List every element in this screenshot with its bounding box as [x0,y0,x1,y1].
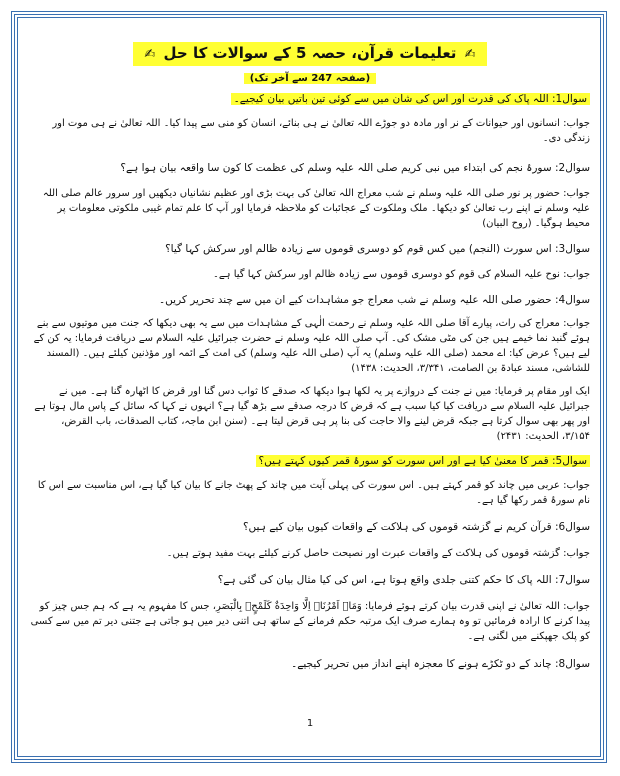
page-number: 1 [306,718,314,729]
pen-icon: ✍ [464,47,476,62]
pen-icon: ✍ [144,47,156,62]
answer-1: جواب: انسانوں اور حیوانات کے نر اور مادہ دو جوڑے اللہ تعالیٰ نے ہی بنائے، انسان کو منی سے پیدا کیا۔ اللہ تعالیٰ نے ہی موت اور زندگی دی۔ [52,118,590,144]
question-2: سوال2: سورۂ نجم کی ابتداء میں نبی کریم صلی اللہ علیہ وسلم کی عظمت کا کون سا واقعہ بیان ہوا ہے؟ [120,162,590,174]
answer-2: جواب: حضور پر نور صلی اللہ علیہ وسلم نے شب معراج اللہ تعالیٰ کی بہت بڑی اور عظیم نشانیاں دیکھیں اور سرور عالم صلی اللہ علیہ وسلم نے اپنے رب تعالیٰ کو دیکھا۔ ملک وملکوت کے عجائبات کو ملاحظہ فرمایا اور آپ کا علم تمام غیبی ملکوتی معلومات پر محیط ہوگیا۔ (روح البیان) [42,188,590,229]
question-7: سوال7: اللہ پاک کا حکم کتنی جلدی واقع ہوتا ہے، اس کی کیا مثال بیان کی گئی ہے؟ [217,574,590,586]
question-6: سوال6: قرآن کریم نے گزشتہ قوموں کی ہلاکت کے واقعات کیوں بیان کیے ہیں؟ [242,521,590,533]
answer-4: جواب: معراج کی رات، پیارے آقا صلی اللہ علیہ وسلم نے رحمت الٰہی کے مشاہدات میں سے یہ بھی دیکھا کہ جنت میں موتیوں سے بنے ہوئے گنبد نما خیمے ہیں جن کی مٹی مشک کی۔ آپ صلی اللہ علیہ وسلم نے حضرت جبرائیل علیہ السلام سے دریافت فرمایا: یہ کن کے لیے ہیں؟ عرض کیا: اے محمد (صلی اللہ علیہ وسلم) یہ آپ (صلی اللہ علیہ وسلم) کی امت کے ائمہ اور مؤذنین کیلئے ہیں۔ (المسند للشاشی، مسند عبادۃ بن الصامت، ۳/۳۴۱، الحدیث: ۱۴۳۸) [33,318,590,374]
subtitle-row [30,66,590,85]
question-5: سوال5: قمر کا معنیٰ کیا ہے اور اس سورت کو سورۂ قمر کیوں کہتے ہیں؟ [30,453,590,469]
question-3: سوال3: اس سورت (النجم) میں کس قوم کو دوسری قوموں سے زیادہ ظالم اور سرکش کہا گیا؟ [165,243,590,255]
answer-7: جواب: اللہ تعالیٰ نے اپنی قدرت بیان کرتے ہوئے فرمایا: وَمَاۤ اَمْرُنَاۤ اِلَّا وَاحِدَةٌ كَلَمْحٍۭ بِالْبَصَرِ، جس کا مفہوم یہ ہے کہ ہم جس چیز کو پیدا کرنے کا ارادہ فرمائیں تو وہ ہمارے صرف ایک مرتبہ حکم فرمانے کے ساتھ ہی اتنی دیر میں ہو جاتی ہے جتنی دیر تم میں سے کسی کو پلک جھپکنے میں لگتی ہے۔ [30,601,590,642]
answer-4-continued: ایک اور مقام پر فرمایا: میں نے جنت کے دروازے پر یہ لکھا ہوا دیکھا کہ صدقے کا ثواب دس گنا اور قرض کا اٹھارہ گنا ہے۔ میں نے جبرائیل علیہ السلام سے دریافت کیا کیا سبب ہے کہ قرض کا درجہ صدقے سے بڑھ گیا ہے؟ انہوں نے کہا کہ سائل کے پاس مال ہوتا ہے اور پھر بھی سوال کرتا ہے جبکہ قرض لینے والا حاجت کی بنا پر ہی قرض لیتا ہے۔ (سنن ابن ماجہ، کتاب الصدقات، باب القرض، ۳/۱۵۴، الحدیث: ۲۴۳۱) [34,386,590,442]
document-content [30,42,590,672]
page-subtitle: (صفحہ 247 سے آخر تک) [244,73,376,84]
question-4: سوال4: حضور صلی اللہ علیہ وسلم نے شب معراج جو مشاہدات کیے ان میں سے چند تحریر کریں۔ [159,294,590,306]
page-title-box [133,42,486,66]
answer-6: جواب: گزشتہ قوموں کی ہلاکت کے واقعات عبرت اور نصیحت حاصل کرنے کیلئے بہت مفید ہوتے ہیں۔ [166,548,590,559]
answer-3: جواب: نوح علیہ السلام کی قوم کو دوسری قوموں سے زیادہ ظالم اور سرکش کہا گیا ہے۔ [212,269,590,280]
question-1: سوال1: اللہ پاک کی قدرت اور اس کی شان میں سے کوئی تین باتیں بیان کیجیے۔ [30,91,590,107]
page-title: تعلیمات قرآن، حصہ 5 کے سوالات کا حل [163,44,457,62]
answer-5: جواب: عربی میں چاند کو قمر کہتے ہیں۔ اس سورت کی پہلی آیت میں چاند کے پھٹ جانے کا بیان کیا گیا ہے، اس مناسبت سے اس کا نام سورۂ قمر رکھا گیا ہے۔ [37,480,590,506]
question-8: سوال8: چاند کے دو ٹکڑے ہونے کا معجزہ اپنے انداز میں تحریر کیجیے۔ [291,658,590,670]
title-row [30,42,590,64]
